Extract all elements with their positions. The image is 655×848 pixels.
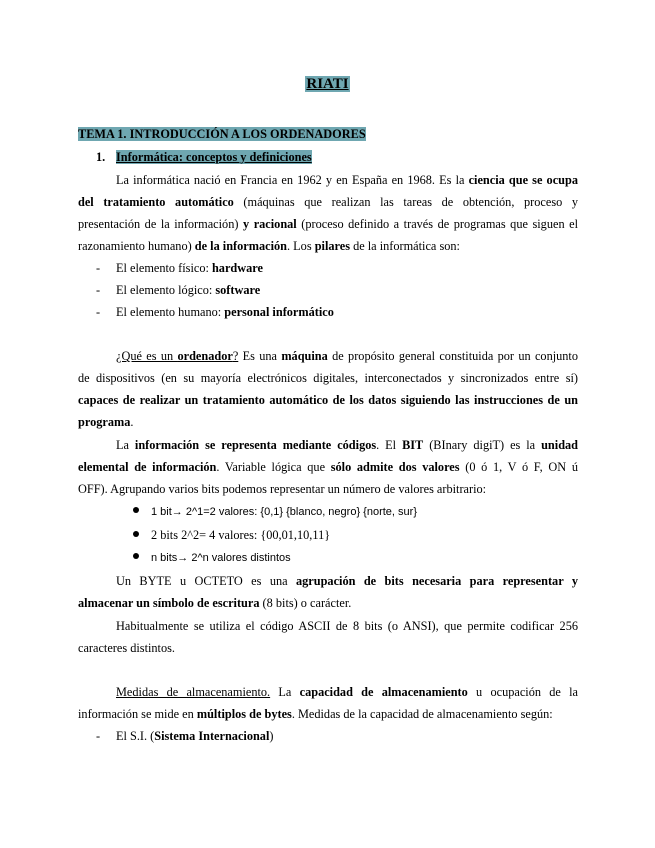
paragraph-1-line-1: La informática nació en Francia en 1962 y en España en 1968. Es la ciencia que se ocupa xyxy=(116,173,578,187)
paragraph-6-line-1: Medidas de almacenamiento. La capacidad de almacenamiento u ocupación de la xyxy=(116,685,578,699)
bullet-2-bits: 2 bits 2^2= 4 valores: {00,01,10,11} xyxy=(133,528,330,543)
paragraph-4-line-1: Un BYTE u OCTETO es una agrupación de bits necesaria para representar y xyxy=(116,574,578,588)
paragraph-4-line-2: almacenar un símbolo de escritura (8 bits) o carácter. xyxy=(78,596,352,610)
bullet-dot-icon xyxy=(133,507,139,513)
paragraph-5-line-2: caracteres distintos. xyxy=(78,641,175,655)
theme-heading: TEMA 1. INTRODUCCIÓN A LOS ORDENADORES xyxy=(78,127,366,141)
paragraph-1-line-2: del tratamiento automático (máquinas que realizan las tareas de obtención, proceso y xyxy=(78,195,579,209)
paragraph-2-line-3: capaces de realizar un tratamiento automático de los datos siguiendo las instrucciones de un xyxy=(78,393,578,407)
section-heading-1: 1. Informática: conceptos y definiciones xyxy=(96,150,312,164)
paragraph-2-line-1: ¿Qué es un ordenador? Es una máquina de propósito general constituida por un conjunto xyxy=(116,349,578,363)
paragraph-1-line-3: presentación de la información) y racional (proceso definido a través de programas que siguen el xyxy=(78,217,579,231)
paragraph-6-line-2: información se mide en múltiplos de bytes. Medidas de la capacidad de almacenamiento según: xyxy=(78,707,553,721)
paragraph-3-line-3: OFF). Agrupando varios bits podemos representar un número de valores arbitrario: xyxy=(78,482,487,496)
paragraph-5-line-1: Habitualmente se utiliza el código ASCII de 8 bits (o ANSI), que permite codificar 256 xyxy=(116,619,578,633)
bullet-dot-icon xyxy=(133,553,139,559)
list-item-personal: - El elemento humano: personal informático xyxy=(96,305,334,319)
bullet-dot-icon xyxy=(133,531,139,537)
paragraph-2-line-4: programa. xyxy=(78,415,134,429)
bullet-1-bit: 1 bit→ 2^1=2 valores: {0,1} {blanco, negro} {norte, sur} xyxy=(133,505,417,520)
paragraph-3-line-2: elemental de información. Variable lógica que sólo admite dos valores (0 ó 1, V ó F, ON ú xyxy=(78,460,578,474)
list-item-si: - El S.I. (Sistema Internacional) xyxy=(96,729,274,743)
document-title: RIATI xyxy=(306,76,349,92)
paragraph-1-line-4: razonamiento humano) de la información. Los pilares de la informática son: xyxy=(78,239,460,253)
bullet-n-bits: n bits→ 2^n valores distintos xyxy=(133,551,291,566)
paragraph-3-line-1: La información se representa mediante códigos. El BIT (BInary digiT) es la unidad xyxy=(116,438,579,452)
paragraph-2-line-2: de dispositivos (en su mayoría electrónicos digitales, interconectados y sincronizados entre sí) xyxy=(78,371,578,385)
list-item-hardware: - El elemento físico: hardware xyxy=(96,261,263,275)
list-item-software: - El elemento lógico: software xyxy=(96,283,261,297)
